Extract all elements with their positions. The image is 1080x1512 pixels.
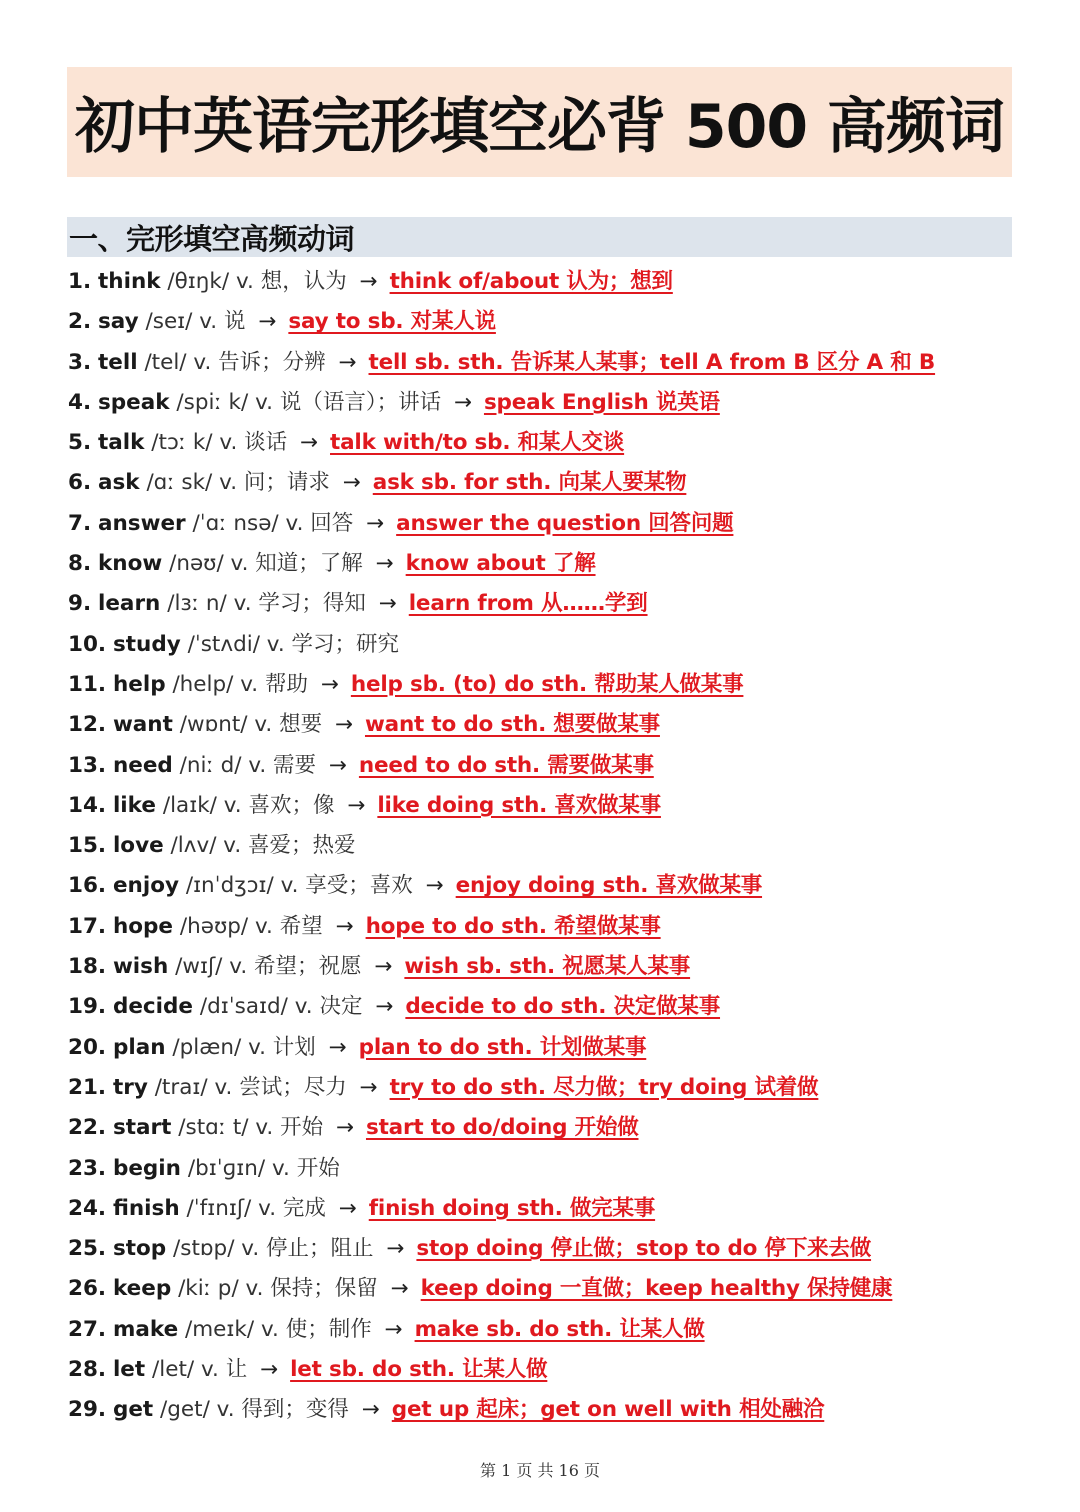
entry-word: try (112, 1074, 148, 1100)
entry-number: 6. (68, 470, 92, 496)
arrow-icon: → (320, 671, 339, 697)
entry-number: 7. (68, 510, 92, 536)
vocab-entry (68, 544, 1018, 584)
entry-pos: v. (233, 591, 252, 617)
entry-phonetic: /help/ (172, 671, 234, 697)
entry-meaning: 谈话 (244, 430, 288, 456)
entry-phonetic: /lɜː n/ (167, 591, 227, 617)
entry-pos: v. (294, 994, 313, 1020)
entry-phonetic: /stɑː t/ (178, 1115, 249, 1141)
entry-phrase: make sb. do sth. 让某人做 (414, 1316, 705, 1342)
entry-phonetic: /lʌv/ (170, 833, 217, 859)
entry-number: 17. (68, 913, 107, 939)
arrow-icon: → (338, 349, 357, 375)
entry-meaning: 决定 (319, 994, 363, 1020)
entry-phrase: start to do/doing 开始做 (365, 1115, 639, 1141)
arrow-icon: → (335, 1115, 354, 1141)
page-title: 初中英语完形填空必背 500 高频词 (74, 92, 1005, 162)
arrow-icon: → (386, 1236, 405, 1262)
entry-phrase: learn from 从……学到 (408, 591, 648, 617)
entry-phonetic: /get/ (160, 1397, 210, 1423)
page-footer: 第 1 页 共 16 页 (480, 1461, 600, 1480)
entry-phonetic: /niː d/ (179, 752, 242, 778)
entry-meaning: 想要 (279, 712, 323, 738)
entry-pos: v. (240, 671, 259, 697)
entry-word: plan (112, 1034, 166, 1060)
entry-meaning: 开始 (296, 1155, 340, 1181)
entry-phonetic: /tɔː k/ (151, 430, 213, 456)
arrow-icon: → (375, 994, 394, 1020)
arrow-icon: → (361, 1397, 380, 1423)
entry-pos: v. (280, 873, 299, 899)
vocab-entry (68, 1068, 1018, 1108)
entry-meaning: 完成 (282, 1195, 326, 1221)
title-banner (67, 67, 1012, 177)
entry-word: answer (97, 510, 186, 536)
entry-word: love (112, 833, 164, 859)
entry-phonetic: /seɪ/ (145, 309, 193, 335)
entry-phonetic: /wɒnt/ (179, 712, 248, 738)
arrow-icon: → (328, 752, 347, 778)
entry-number: 18. (68, 954, 107, 980)
entry-word: talk (97, 430, 145, 456)
section-header (67, 217, 1012, 257)
entry-pos: v. (241, 1236, 260, 1262)
entry-number: 1. (68, 269, 92, 294)
entry-phrase: wish sb. sth. 祝愿某人某事 (404, 954, 691, 980)
arrow-icon: → (347, 792, 366, 818)
entry-pos: v. (255, 389, 273, 415)
entry-word: make (112, 1316, 179, 1342)
entry-number: 10. (68, 631, 107, 657)
entry-phonetic: /nəʊ/ (169, 551, 224, 577)
vocab-entry (68, 1229, 1018, 1269)
entry-phonetic: /meɪk/ (185, 1316, 255, 1342)
entry-meaning: 希望；祝愿 (254, 954, 362, 980)
entry-phrase: tell sb. sth. 告诉某人某事；tell A from B 区分 A 和 B (368, 349, 936, 375)
entry-word: speak (97, 389, 170, 415)
entry-phonetic: /ɪnˈdʒɔɪ/ (185, 873, 274, 899)
entry-pos: v. (245, 1276, 264, 1302)
arrow-icon: → (374, 954, 393, 980)
vocab-entry (68, 1028, 1018, 1068)
entry-pos: v. (219, 430, 238, 456)
vocab-entry (68, 262, 1018, 302)
entry-phrase: ask sb. for sth. 向某人要某物 (372, 470, 687, 496)
entry-pos: v. (248, 1034, 266, 1060)
entry-phrase: think of/about 认为；想到 (389, 269, 673, 294)
entry-word: finish (112, 1195, 180, 1221)
entry-number: 20. (68, 1034, 107, 1060)
entry-number: 15. (68, 833, 107, 859)
entry-pos: v. (235, 269, 254, 294)
entry-phrase: talk with/to sb. 和某人交谈 (330, 430, 625, 456)
entry-phrase: decide to do sth. 决定做某事 (405, 994, 721, 1020)
vocab-entry (68, 463, 1018, 503)
entry-word: keep (112, 1276, 172, 1302)
vocab-entry (68, 584, 1018, 624)
entry-word: like (112, 792, 156, 818)
entry-phrase: need to do sth. 需要做某事 (358, 752, 654, 778)
entry-phrase: speak English 说英语 (483, 389, 720, 415)
entry-word: need (112, 752, 173, 778)
arrow-icon: → (390, 1276, 409, 1302)
entry-phrase: let sb. do sth. 让某人做 (290, 1357, 548, 1383)
entry-pos: v. (219, 470, 238, 496)
vocab-entry (68, 1390, 1018, 1430)
entry-meaning: 尝试；尽力 (239, 1074, 347, 1100)
entry-meaning: 使；制作 (285, 1316, 372, 1342)
arrow-icon: → (300, 430, 319, 456)
entry-number: 28. (68, 1357, 107, 1383)
entry-pos: v. (248, 752, 267, 778)
arrow-icon: → (366, 510, 385, 536)
entry-pos: v. (266, 631, 285, 657)
entry-pos: v. (193, 349, 212, 375)
arrow-icon: → (260, 1357, 279, 1383)
arrow-icon: → (334, 712, 353, 738)
entry-meaning: 喜欢；像 (248, 792, 335, 818)
entry-number: 13. (68, 752, 107, 778)
arrow-icon: → (378, 591, 397, 617)
vocab-entry (68, 1108, 1018, 1148)
vocab-entry (68, 1269, 1018, 1309)
entry-word: start (112, 1115, 172, 1141)
entry-phrase: know about 了解 (405, 551, 596, 577)
entry-pos: v. (223, 833, 242, 859)
entry-number: 25. (68, 1236, 107, 1262)
entry-number: 14. (68, 792, 107, 818)
vocab-entry (68, 947, 1018, 987)
entry-phonetic: /laɪk/ (162, 792, 217, 818)
vocab-entry (68, 907, 1018, 947)
entry-phonetic: /kiː p/ (178, 1276, 239, 1302)
entry-meaning: 告诉；分辨 (218, 349, 326, 375)
entry-pos: v. (285, 510, 304, 536)
entry-phrase: keep doing 一直做；keep healthy 保持健康 (420, 1276, 893, 1302)
arrow-icon: → (359, 1074, 378, 1100)
vocab-entry (68, 625, 1018, 665)
vocab-entry (68, 343, 1018, 383)
entry-meaning: 学习；研究 (291, 631, 400, 657)
entry-pos: v. (223, 792, 242, 818)
entry-word: help (112, 671, 166, 697)
entry-number: 21. (68, 1074, 107, 1100)
entry-word: let (112, 1357, 146, 1383)
entry-meaning: 得到；变得 (241, 1397, 349, 1423)
entry-phonetic: /dɪˈsaɪd/ (199, 994, 288, 1020)
arrow-icon: → (425, 873, 444, 899)
entry-word: get (112, 1397, 154, 1423)
entry-pos: v. (258, 1195, 277, 1221)
entry-phonetic: /bɪˈɡɪn/ (187, 1155, 266, 1181)
entry-phrase: try to do sth. 尽力做；try doing 试着做 (389, 1074, 819, 1100)
entry-word: hope (112, 913, 173, 939)
entry-pos: v. (199, 309, 218, 335)
entry-number: 5. (68, 430, 92, 456)
entry-meaning: 知道；了解 (255, 551, 363, 577)
vocab-entry (68, 1350, 1018, 1390)
entry-word: enjoy (112, 873, 179, 899)
entry-number: 9. (68, 591, 92, 617)
entry-meaning: 喜爱；热爱 (248, 833, 356, 859)
entry-phonetic: /spiː k/ (176, 389, 249, 415)
vocab-entry (68, 746, 1018, 786)
entry-meaning: 计划 (272, 1034, 316, 1060)
entry-phonetic: /ɑː sk/ (146, 470, 213, 496)
entry-meaning: 想，认为 (260, 269, 347, 294)
entry-meaning: 学习；得知 (258, 591, 366, 617)
entry-meaning: 问；请求 (243, 470, 330, 496)
entry-phonetic: /wɪʃ/ (175, 954, 223, 980)
entry-pos: v. (255, 1115, 274, 1141)
entry-word: begin (112, 1155, 181, 1181)
vocab-entry (68, 383, 1018, 423)
vocab-entry (68, 1149, 1018, 1189)
arrow-icon: → (359, 269, 378, 294)
entry-number: 27. (68, 1316, 107, 1342)
entry-phonetic: /ˈɑː nsə/ (192, 510, 279, 536)
entry-phonetic: /traɪ/ (154, 1074, 208, 1100)
entry-word: stop (112, 1236, 167, 1262)
entry-word: ask (97, 470, 140, 496)
vocab-entry (68, 786, 1018, 826)
entry-number: 26. (68, 1276, 107, 1302)
vocab-entry (68, 665, 1018, 705)
entry-phrase: hope to do sth. 希望做某事 (365, 913, 661, 939)
entry-pos: v. (271, 1155, 290, 1181)
vocab-entry (68, 302, 1018, 342)
entry-phrase: say to sb. 对某人说 (288, 309, 496, 335)
entry-meaning: 保持；保留 (270, 1276, 378, 1302)
entry-phonetic: /ˈstʌdi/ (187, 631, 260, 657)
entry-pos: v. (229, 954, 248, 980)
entry-phrase: plan to do sth. 计划做某事 (358, 1034, 647, 1060)
entry-phonetic: /let/ (152, 1357, 195, 1383)
entry-phrase: enjoy doing sth. 喜欢做某事 (455, 873, 763, 899)
entry-phonetic: /ˈfɪnɪʃ/ (186, 1195, 252, 1221)
entry-word: want (112, 712, 173, 738)
entry-meaning: 开始 (280, 1115, 324, 1141)
entry-phonetic: /tel/ (144, 349, 187, 375)
entry-phrase: answer the question 回答问题 (396, 510, 734, 536)
entry-number: 29. (68, 1397, 107, 1423)
entry-number: 16. (68, 873, 107, 899)
entry-phonetic: /həʊp/ (179, 913, 249, 939)
vocab-entry (68, 826, 1018, 866)
entry-word: think (97, 269, 161, 294)
entry-meaning: 停止；阻止 (266, 1236, 374, 1262)
entry-word: learn (97, 591, 161, 617)
entry-pos: v. (254, 712, 273, 738)
entry-word: say (97, 309, 139, 335)
arrow-icon: → (338, 1195, 357, 1221)
entry-meaning: 说（语言）；讲话 (279, 389, 442, 415)
entry-phrase: stop doing 停止做；stop to do 停下来去做 (416, 1236, 872, 1262)
entry-number: 3. (68, 349, 92, 375)
entry-number: 8. (68, 551, 92, 577)
entry-number: 23. (68, 1155, 107, 1181)
word-list (68, 262, 1018, 1431)
arrow-icon: → (453, 389, 472, 415)
entry-pos: v. (260, 1316, 279, 1342)
entry-pos: v. (214, 1074, 233, 1100)
entry-word: decide (112, 994, 193, 1020)
entry-pos: v. (230, 551, 249, 577)
entry-meaning: 希望 (279, 913, 323, 939)
entry-meaning: 回答 (310, 510, 354, 536)
entry-pos: v. (216, 1397, 235, 1423)
vocab-entry (68, 423, 1018, 463)
vocab-entry (68, 866, 1018, 906)
arrow-icon: → (375, 551, 394, 577)
entry-phrase: like doing sth. 喜欢做某事 (377, 792, 661, 818)
entry-number: 11. (68, 671, 107, 697)
entry-phonetic: /plæn/ (172, 1034, 242, 1060)
entry-phrase: finish doing sth. 做完某事 (368, 1195, 656, 1221)
entry-number: 19. (68, 994, 107, 1020)
arrow-icon: → (258, 309, 277, 335)
entry-pos: v. (200, 1357, 219, 1383)
arrow-icon: → (328, 1034, 347, 1060)
entry-meaning: 说 (223, 309, 246, 335)
entry-word: know (97, 551, 163, 577)
entry-phrase: want to do sth. 想要做某事 (364, 712, 660, 738)
section-title: 一、完形填空高频动词 (69, 221, 355, 256)
entry-number: 24. (68, 1195, 107, 1221)
entry-phrase: get up 起床；get on well with 相处融洽 (391, 1397, 825, 1423)
vocab-entry (68, 987, 1018, 1027)
vocab-entry (68, 504, 1018, 544)
entry-number: 2. (68, 309, 92, 335)
entry-meaning: 帮助 (264, 671, 308, 697)
entry-pos: v. (254, 913, 273, 939)
entry-word: tell (97, 349, 138, 375)
entry-word: wish (112, 954, 169, 980)
vocab-entry (68, 1310, 1018, 1350)
entry-word: study (112, 631, 181, 657)
vocab-entry (68, 1189, 1018, 1229)
entry-meaning: 需要 (273, 752, 317, 778)
entry-number: 4. (68, 389, 92, 415)
entry-number: 22. (68, 1115, 107, 1141)
entry-number: 12. (68, 712, 107, 738)
entry-meaning: 让 (225, 1357, 248, 1383)
entry-phrase: help sb. (to) do sth. 帮助某人做某事 (350, 671, 744, 697)
arrow-icon: → (342, 470, 361, 496)
vocab-entry (68, 705, 1018, 745)
arrow-icon: → (335, 913, 354, 939)
entry-phonetic: /θɪŋk/ (167, 269, 230, 294)
entry-phonetic: /stɒp/ (173, 1236, 235, 1262)
entry-meaning: 享受；喜欢 (305, 873, 413, 899)
arrow-icon: → (384, 1316, 403, 1342)
